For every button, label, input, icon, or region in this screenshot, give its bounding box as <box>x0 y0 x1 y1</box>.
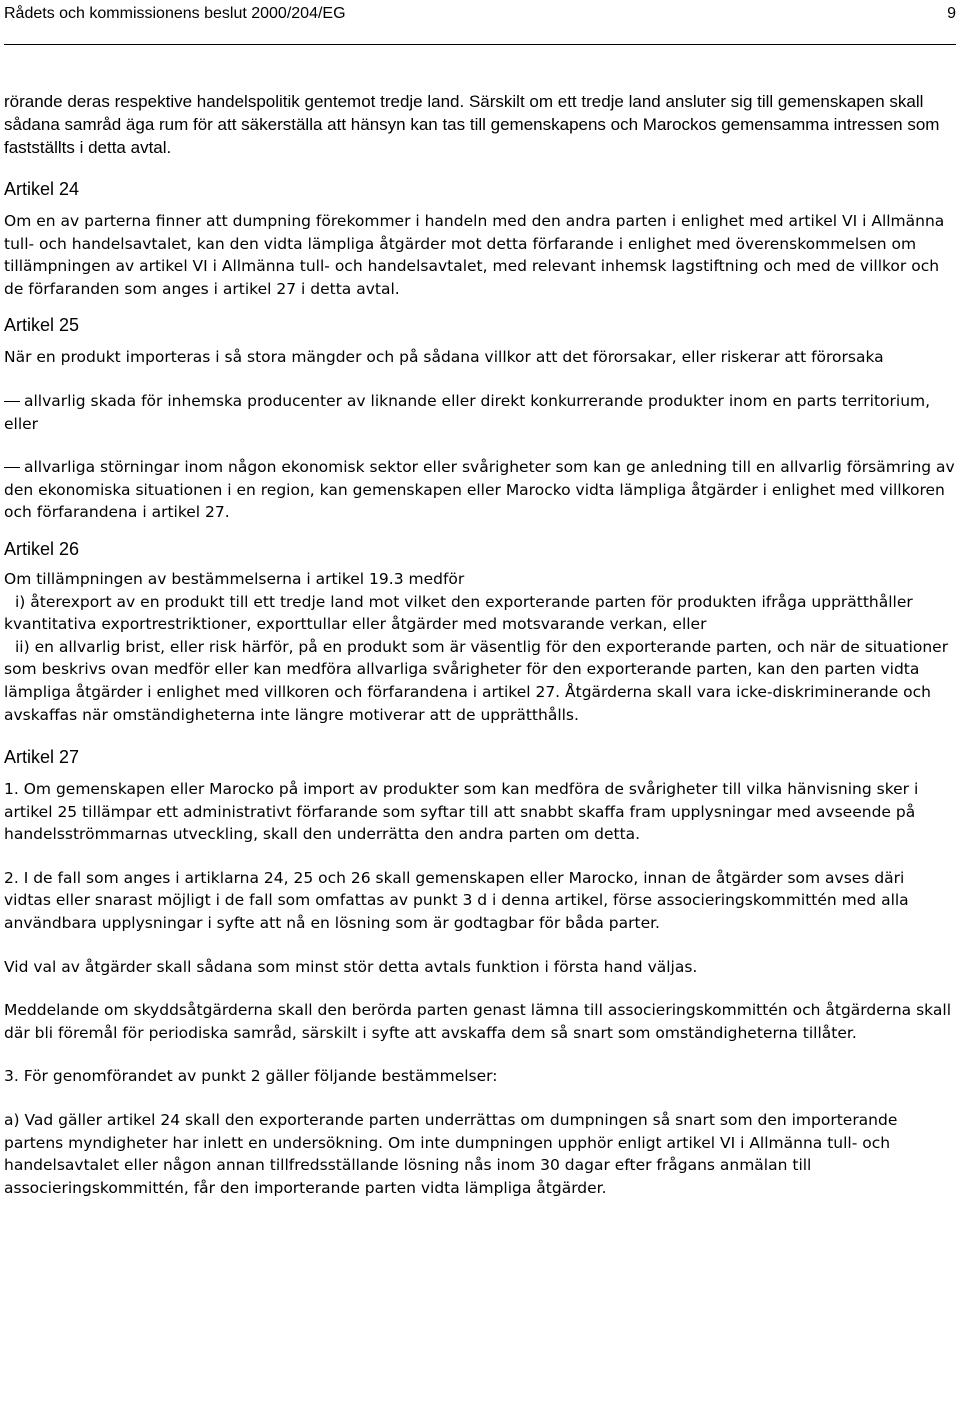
article-26-intro: Om tillämpningen av bestämmelserna i artikel 19.3 medför <box>4 569 465 588</box>
em-dash <box>4 401 20 402</box>
header-rule <box>4 44 956 45</box>
em-dash <box>4 467 20 468</box>
article-27-p4: Meddelande om skyddsåtgärderna skall den berörda parten genast lämna till associeringskommittén och åtgärderna skall där bli föremål för periodiska samråd, särskilt i syfte att avskaffa dem så snart som omständigheterna tillåter. <box>4 1001 951 1042</box>
article-27-heading: Artikel 27 <box>4 747 80 768</box>
page-number: 9 <box>947 5 956 22</box>
article-27-p3: Vid val av åtgärder skall sådana som minst stör detta avtals funktion i första hand väljas. <box>4 957 698 976</box>
article-24-heading: Artikel 24 <box>4 179 80 199</box>
article-27-p6: a) Vad gäller artikel 24 skall den exporterande parten underrättas om dumpningen så snart som den importerande partens myndigheter har inlett en undersökning. Om inte dumpningen upphör enligt artikel VI i Allmänna tull- och handelsavtalet eller någon annan tillfredsställande lösning nås inom 30 dagar efter frågans anmälan till associeringskommittén, får den importerande parten vidta lämpliga åtgärder. <box>4 1111 898 1197</box>
document-body <box>4 90 956 1199</box>
article-27-p1: 1. Om gemenskapen eller Marocko på import av produkter som kan medföra de svårigheter till vilka hänvisning sker i artikel 25 tillämpar ett administrativt förfarande som syftar till att snabbt skaffa fram upplysningar med avseende på handelsströmmarnas utveckling, skall den underrätta den andra parten om detta. <box>4 780 919 844</box>
article-25-text: När en produkt importeras i så stora mängder och på sådana villkor att det förorsakar, eller riskerar att förorsaka <box>4 348 884 367</box>
article-27-p5: 3. För genomförandet av punkt 2 gäller följande bestämmelser: <box>4 1067 498 1086</box>
intro-paragraph: rörande deras respektive handelspolitik gentemot tredje land. Särskilt om ett tredje land ansluter sig till gemenskapen skall sådana samråd äga rum för att säkerställa att hänsyn kan tas till gemenskapens och Marockos gemensamma intressen som fastställts i detta avtal. <box>4 92 940 157</box>
article-27-p2: 2. I de fall som anges i artiklarna 24, 25 och 26 skall gemenskapen eller Marocko, innan de åtgärder som avses däri vidtas eller snarast möjligt i de fall som omfattas av punkt 3 d i denna artikel, förse associeringskommittén med alla användbara upplysningar i syfte att nå en lösning som är godtagbar för båda parter. <box>4 868 909 933</box>
article-26-item-i: i) återexport av en produkt till ett tredje land mot vilket den exporterande parten för produkten ifråga upprätthåller kvantitativa exportrestriktioner, exporttullar eller åtgärder med motsvarande verkan, eller <box>4 592 913 634</box>
article-24-text: Om en av parterna finner att dumpning förekommer i handeln med den andra parten i enlighet med artikel VI i Allmänna tull- och handelsavtalet, kan den vidta lämpliga åtgärder mot detta förfarande i enlighet med överenskommelsen om tillämpningen av artikel VI i Allmänna tull- och handelsavtalet, med relevant inhemsk lagstiftning och med de villkor och de förfaranden som anges i artikel 27 i detta avtal. <box>4 212 945 298</box>
article-26-item-ii: ii) en allvarlig brist, eller risk härför, på en produkt som är väsentlig för den exporterande parten, och när de situationer som beskrivs ovan medför eller kan medföra allvarliga svårigheter för den exporterande parten, kan den parten vidta lämpliga åtgärder i enlighet med villkoren och förfarandena i artikel 27. Åtgärderna skall vara icke-diskriminerande och avskaffas när omständigheterna inte längre motiverar att de upprätthålls. <box>4 637 949 724</box>
article-25-item-1: allvarlig skada för inhemska producenter av liknande eller direkt konkurrerande produkter inom en parts territorium, eller <box>4 391 931 433</box>
document-title: Rådets och kommissionens beslut 2000/204/EG <box>4 5 346 22</box>
article-26-heading: Artikel 26 <box>4 538 80 559</box>
article-25-item-2: allvarliga störningar inom någon ekonomisk sektor eller svårigheter som kan ge anledning till en allvarlig försämring av den ekonomiska situationen i en region, kan gemenskapen eller Marocko vidta lämpliga åtgärder i enlighet med villkoren och förfarandena i artikel 27. <box>4 458 955 522</box>
page-header <box>4 4 956 30</box>
article-25-heading: Artikel 25 <box>4 315 80 336</box>
